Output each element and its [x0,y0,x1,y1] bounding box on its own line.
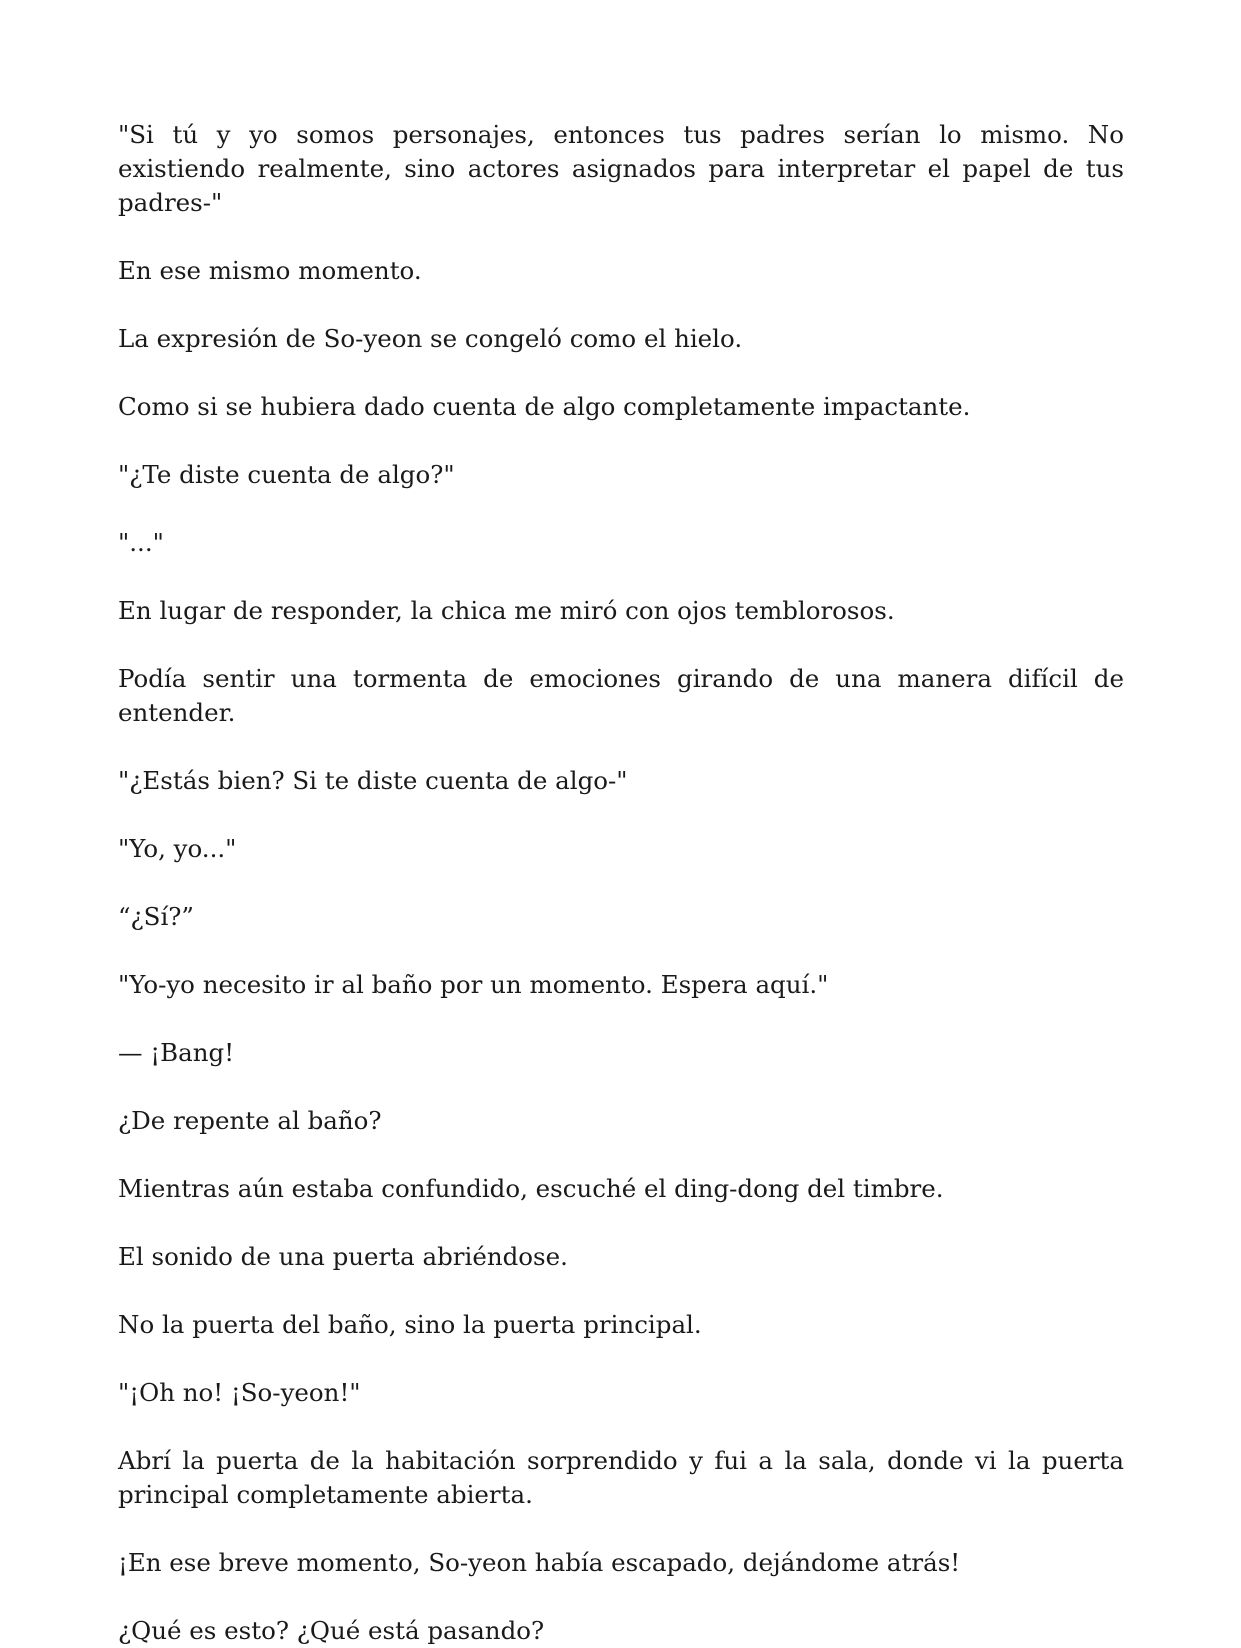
paragraph: ¿Qué es esto? ¿Qué está pasando? [118,1616,545,1645]
paragraph: Podía sentir una tormenta de emociones girando de una manera difícil de entender. [118,664,1124,727]
paragraph: No la puerta del baño, sino la puerta principal. [118,1310,702,1339]
paragraph: — ¡Bang! [118,1038,235,1067]
paragraph: En ese mismo momento. [118,256,422,285]
paragraph: "Yo-yo necesito ir al baño por un momento. Espera aquí." [118,970,829,999]
paragraph: Mientras aún estaba confundido, escuché el ding-dong del timbre. [118,1174,944,1203]
paragraph: Abrí la puerta de la habitación sorprendido y fui a la sala, donde vi la puerta principal completamente abierta. [118,1446,1124,1509]
document-page [118,118,1124,1648]
paragraph: “¿Sí?” [118,902,194,931]
paragraph: La expresión de So-yeon se congeló como el hielo. [118,324,743,353]
paragraph: En lugar de responder, la chica me miró con ojos temblorosos. [118,596,895,625]
paragraph: "Si tú y yo somos personajes, entonces tus padres serían lo mismo. No existiendo realmente, sino actores asignados para interpretar el papel de tus padres-" [118,120,1124,217]
paragraph: "¿Te diste cuenta de algo?" [118,460,455,489]
paragraph: "¡Oh no! ¡So-yeon!" [118,1378,361,1407]
paragraph: ¿De repente al baño? [118,1106,382,1135]
paragraph: ¡En ese breve momento, So-yeon había escapado, dejándome atrás! [118,1548,961,1577]
paragraph: Como si se hubiera dado cuenta de algo completamente impactante. [118,392,971,421]
paragraph: "¿Estás bien? Si te diste cuenta de algo-" [118,766,628,795]
paragraph: El sonido de una puerta abriéndose. [118,1242,568,1271]
paragraph: "Yo, yo..." [118,834,237,863]
paragraph: "..." [118,528,164,557]
